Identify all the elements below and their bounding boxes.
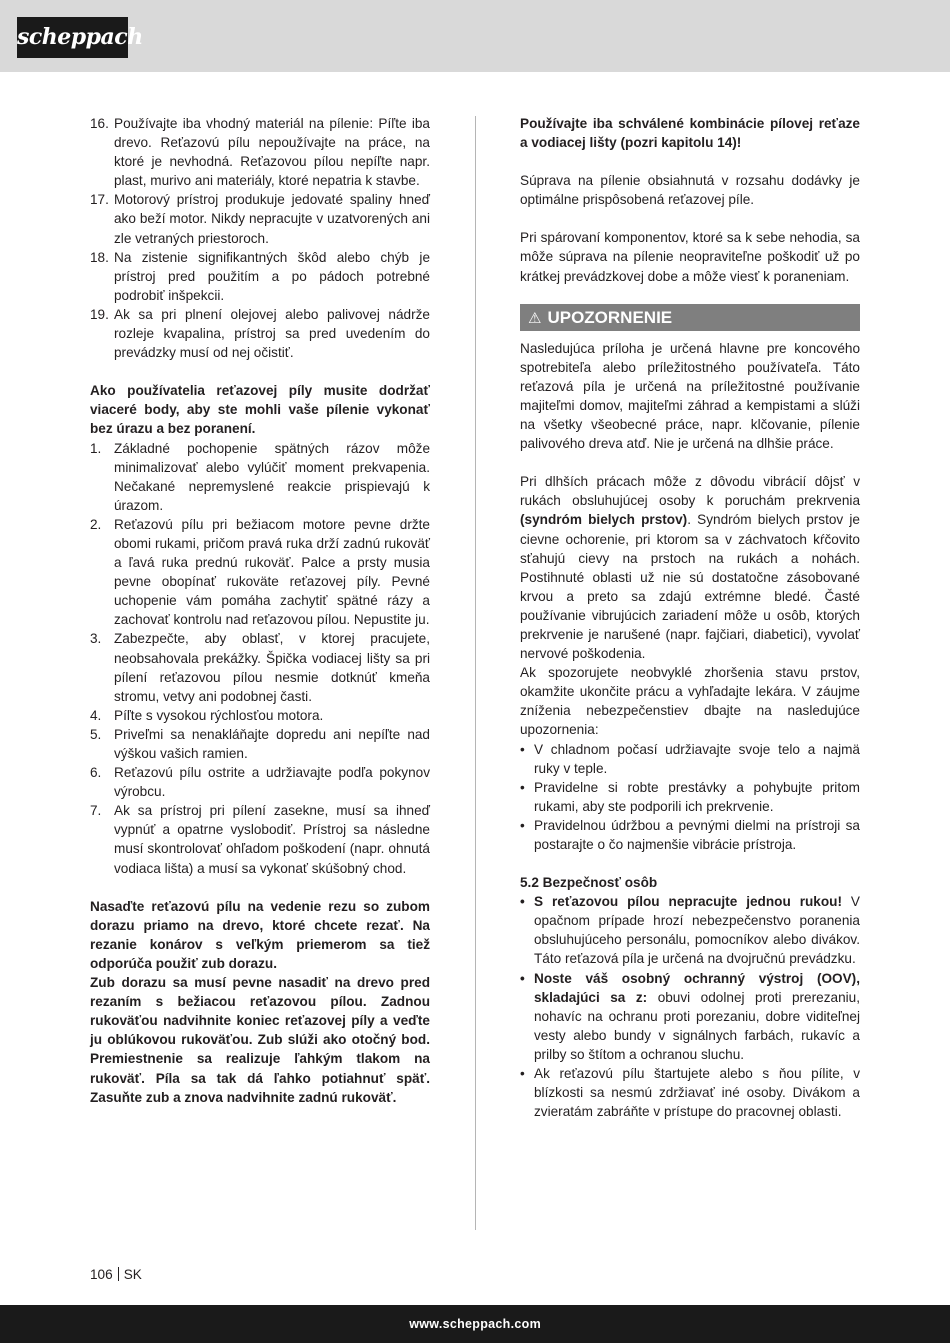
- right-column: [520, 114, 860, 1121]
- list-item: 19. Ak sa pri plnení olejovej alebo palivovej nádrže rozleje kvapalina, prístroj sa pred uvedením do prevádzky musí od nej očistiť.: [90, 306, 430, 361]
- warning-banner: [520, 304, 860, 331]
- list-item: • Ak reťazovú pílu štartujete alebo s ňou pílite, v blízkosti sa nesmú zdržiavať iné osoby. Divákom a zvieratám zabráňte v prístupe do pracovnej oblasti.: [520, 1066, 860, 1120]
- bold-paragraph-dog-teeth: Nasaďte reťazovú pílu na vedenie rezu so zubom dorazu priamo na drevo, ktoré chcete rezať. Na rezanie konárov s veľkým priemerom sa tiež odporúča použiť zub dorazu.: [90, 898, 430, 971]
- list-item: • Noste váš osobný ochranný výstroj (OOV), skladajúci sa z: obuvi odolnej proti prerezaniu, nohavíc na ochranu proti porezaniu, dobre viditeľnej vesty alebo bundy v signálnych farbách, rukavíc a prilby so štítom a ochranou sluchu.: [520, 970, 860, 1062]
- paragraph: Nasledujúca príloha je určená hlavne pre koncového spotrebiteľa alebo príležitostného používateľa. Táto reťazová píla je určená na príležitostné používanie majiteľmi domov, majiteľmi záhrad a kempistami a slúži na všetky všeobecné práce, napr. klčovanie, pílenie palivového dreva atď. Nie je určená na dlhšie práce.: [520, 340, 860, 452]
- footer-bar: [0, 1305, 950, 1343]
- personal-safety-bullet-list: [520, 892, 860, 1121]
- brand-logo: scheppach: [17, 17, 128, 58]
- list-item: 1. Základné pochopenie spätných rázov môže minimalizovať alebo vylúčiť moment prekvapenia. Nečakané nepremyslené reakcie prispievajú k úrazom.: [90, 440, 430, 513]
- bold-paragraph-combinations: Používajte iba schválené kombinácie pílovej reťaze a vodiacej lišty (pozri kapitolu 14)!: [520, 116, 860, 151]
- list-item: 16. Používajte iba vhodný materiál na pílenie: Píľte iba drevo. Reťazovú pílu nepoužívajte na práce, na ktoré je nevhodná. Reťazovou pílou nepíľte napr. plast, murivo ani materiály, ktoré nepatria k stavbe.: [90, 116, 430, 189]
- list-item: • V chladnom počasí udržiavajte svoje telo a najmä ruky v teple.: [520, 741, 860, 776]
- paragraph: Ak spozorujete neobvyklé zhoršenia stavu prstov, okamžite ukončite prácu a vyhľadajte lekára. V záujme zníženia nebezpečenstiev dbajte na nasledujúce upozornenia:: [520, 665, 860, 738]
- vibration-bullet-list: [520, 740, 860, 855]
- list-item: 6. Reťazovú pílu ostrite a udržiavajte podľa pokynov výrobcu.: [90, 765, 430, 800]
- paragraph: Pri spárovaní komponentov, ktoré sa k sebe nehodia, sa môže súprava na pílenie neopraviteľne poškodiť už po krátkej prevádzkovej dobe a môže viesť k poraneniam.: [520, 230, 860, 284]
- bold-paragraph-pivot: Zub dorazu sa musí pevne nasadiť na drevo pred rezaním s bežiacou reťazovou pílou. Zadnou rukoväťou nadvihnite koniec reťazovej píly a veďte ju oblúkovou rukoväťou. Zub slúži ako otočný bod. Premiestnenie sa realizuje ľahkým tlakom na rukoväť. Píla sa tak dá ľahko potiahnuť späť. Zasuňte zub a znova nadvihnite zadnú rukoväť.: [90, 975, 430, 1105]
- list-item: 4. Píľte s vysokou rýchlosťou motora.: [90, 707, 324, 723]
- left-column: [90, 114, 430, 1107]
- list-item: • S reťazovou pílou nepracujte jednou rukou! V opačnom prípade hrozí nebezpečenstvo poranenia obsluhujúceho personálu, pomocníkov alebo divákov. Táto reťazová píla je určená na dvojručnú prevádzku.: [520, 894, 860, 967]
- list-item: 7. Ak sa prístroj pri pílení zasekne, musí sa ihneď vypnúť a opatrne vyslobodiť. Prístroj sa následne musí skontrolovať ohľadom poškodení (napr. ohnutá vodiaca lišta) a musí sa vykonať skúšobný chod.: [90, 803, 430, 876]
- paragraph-white-finger: Pri dlhších prácach môže z dôvodu vibrácií dôjsť v rukách obsluhujúcej osoby k poruchám prekrvenia (syndróm bielych prstov). Syndróm bielych prstov je cievne ochorenie, pri ktorom sa v záchvatoch kŕčovito sťahujú cievy na prstoch na rukách a nohách. Postihnuté oblasti už nie sú dostatočne zásobované krvou a preto sa zdajú extrémne bledé. Časté používanie vibrujúcich zariadení môže u osôb, ktorých prekrvenie je narušené (napr. fajčiari, diabetici), vyvolať nervové poškodenia.: [520, 474, 860, 662]
- kickback-list: [90, 439, 430, 878]
- safety-list-continued: [90, 114, 430, 362]
- bold-intro-paragraph: Ako používatelia reťazovej píly musite dodržať viaceré body, aby ste mohli vaše pílenie vykonať bez úrazu a bez poranení.: [90, 383, 430, 437]
- section-heading: 5.2 Bezpečnosť osôb: [520, 875, 658, 891]
- warning-label: UPOZORNENIE: [547, 307, 673, 327]
- header-bar: [0, 0, 950, 72]
- list-item: 18. Na zistenie signifikantných škôd alebo chýb je prístroj pred použitím a po pádoch potrebné podrobiť inšpekcii.: [90, 249, 430, 303]
- list-item: 17. Motorový prístroj produkuje jedovaté spaliny hneď ako beží motor. Nikdy nepracujte v uzatvorených ani zle vetraných priestoroch.: [90, 192, 430, 246]
- page-number-separator: [118, 1267, 119, 1281]
- website-url: www.scheppach.com: [409, 1317, 541, 1331]
- list-item: • Pravidelne si robte prestávky a pohybujte pritom rukami, aby ste podporili ich prekrvenie.: [520, 779, 860, 814]
- list-item: 3. Zabezpečte, aby oblasť, v ktorej pracujete, neobsahovala prekážky. Špička vodiacej lišty sa pri pílení reťazovou pílou nesmie dotknúť kmeňa stromu, vetvy ani podobnej časti.: [90, 631, 430, 704]
- column-divider: [475, 116, 476, 1230]
- list-item: 5. Priveľmi sa nenakláňajte dopredu ani nepíľte nad výškou vašich ramien.: [90, 726, 430, 761]
- list-item: • Pravidelnou údržbou a pevnými dielmi na prístroji sa postarajte o čo najmenšie vibrácie prístroja.: [520, 817, 860, 852]
- paragraph: Súprava na pílenie obsiahnutá v rozsahu dodávky je optimálne prispôsobená reťazovej píle.: [520, 173, 860, 208]
- page-number: 106 SK: [90, 1267, 142, 1282]
- warning-triangle-icon: ⚠: [528, 309, 542, 327]
- list-item: 2. Reťazovú pílu pri bežiacom motore pevne držte obomi rukami, pričom pravá ruka drží zadnú rukoväť a ľavá ruka prednú rukoväť. Palce a prsty musia pevne obopínať rukoväte reťazovej píly. Pevné uchopenie vám pomáha zachytiť spätné rázy a zachovať kontrolu nad reťazovou pílou. Nepustite ju.: [90, 516, 430, 628]
